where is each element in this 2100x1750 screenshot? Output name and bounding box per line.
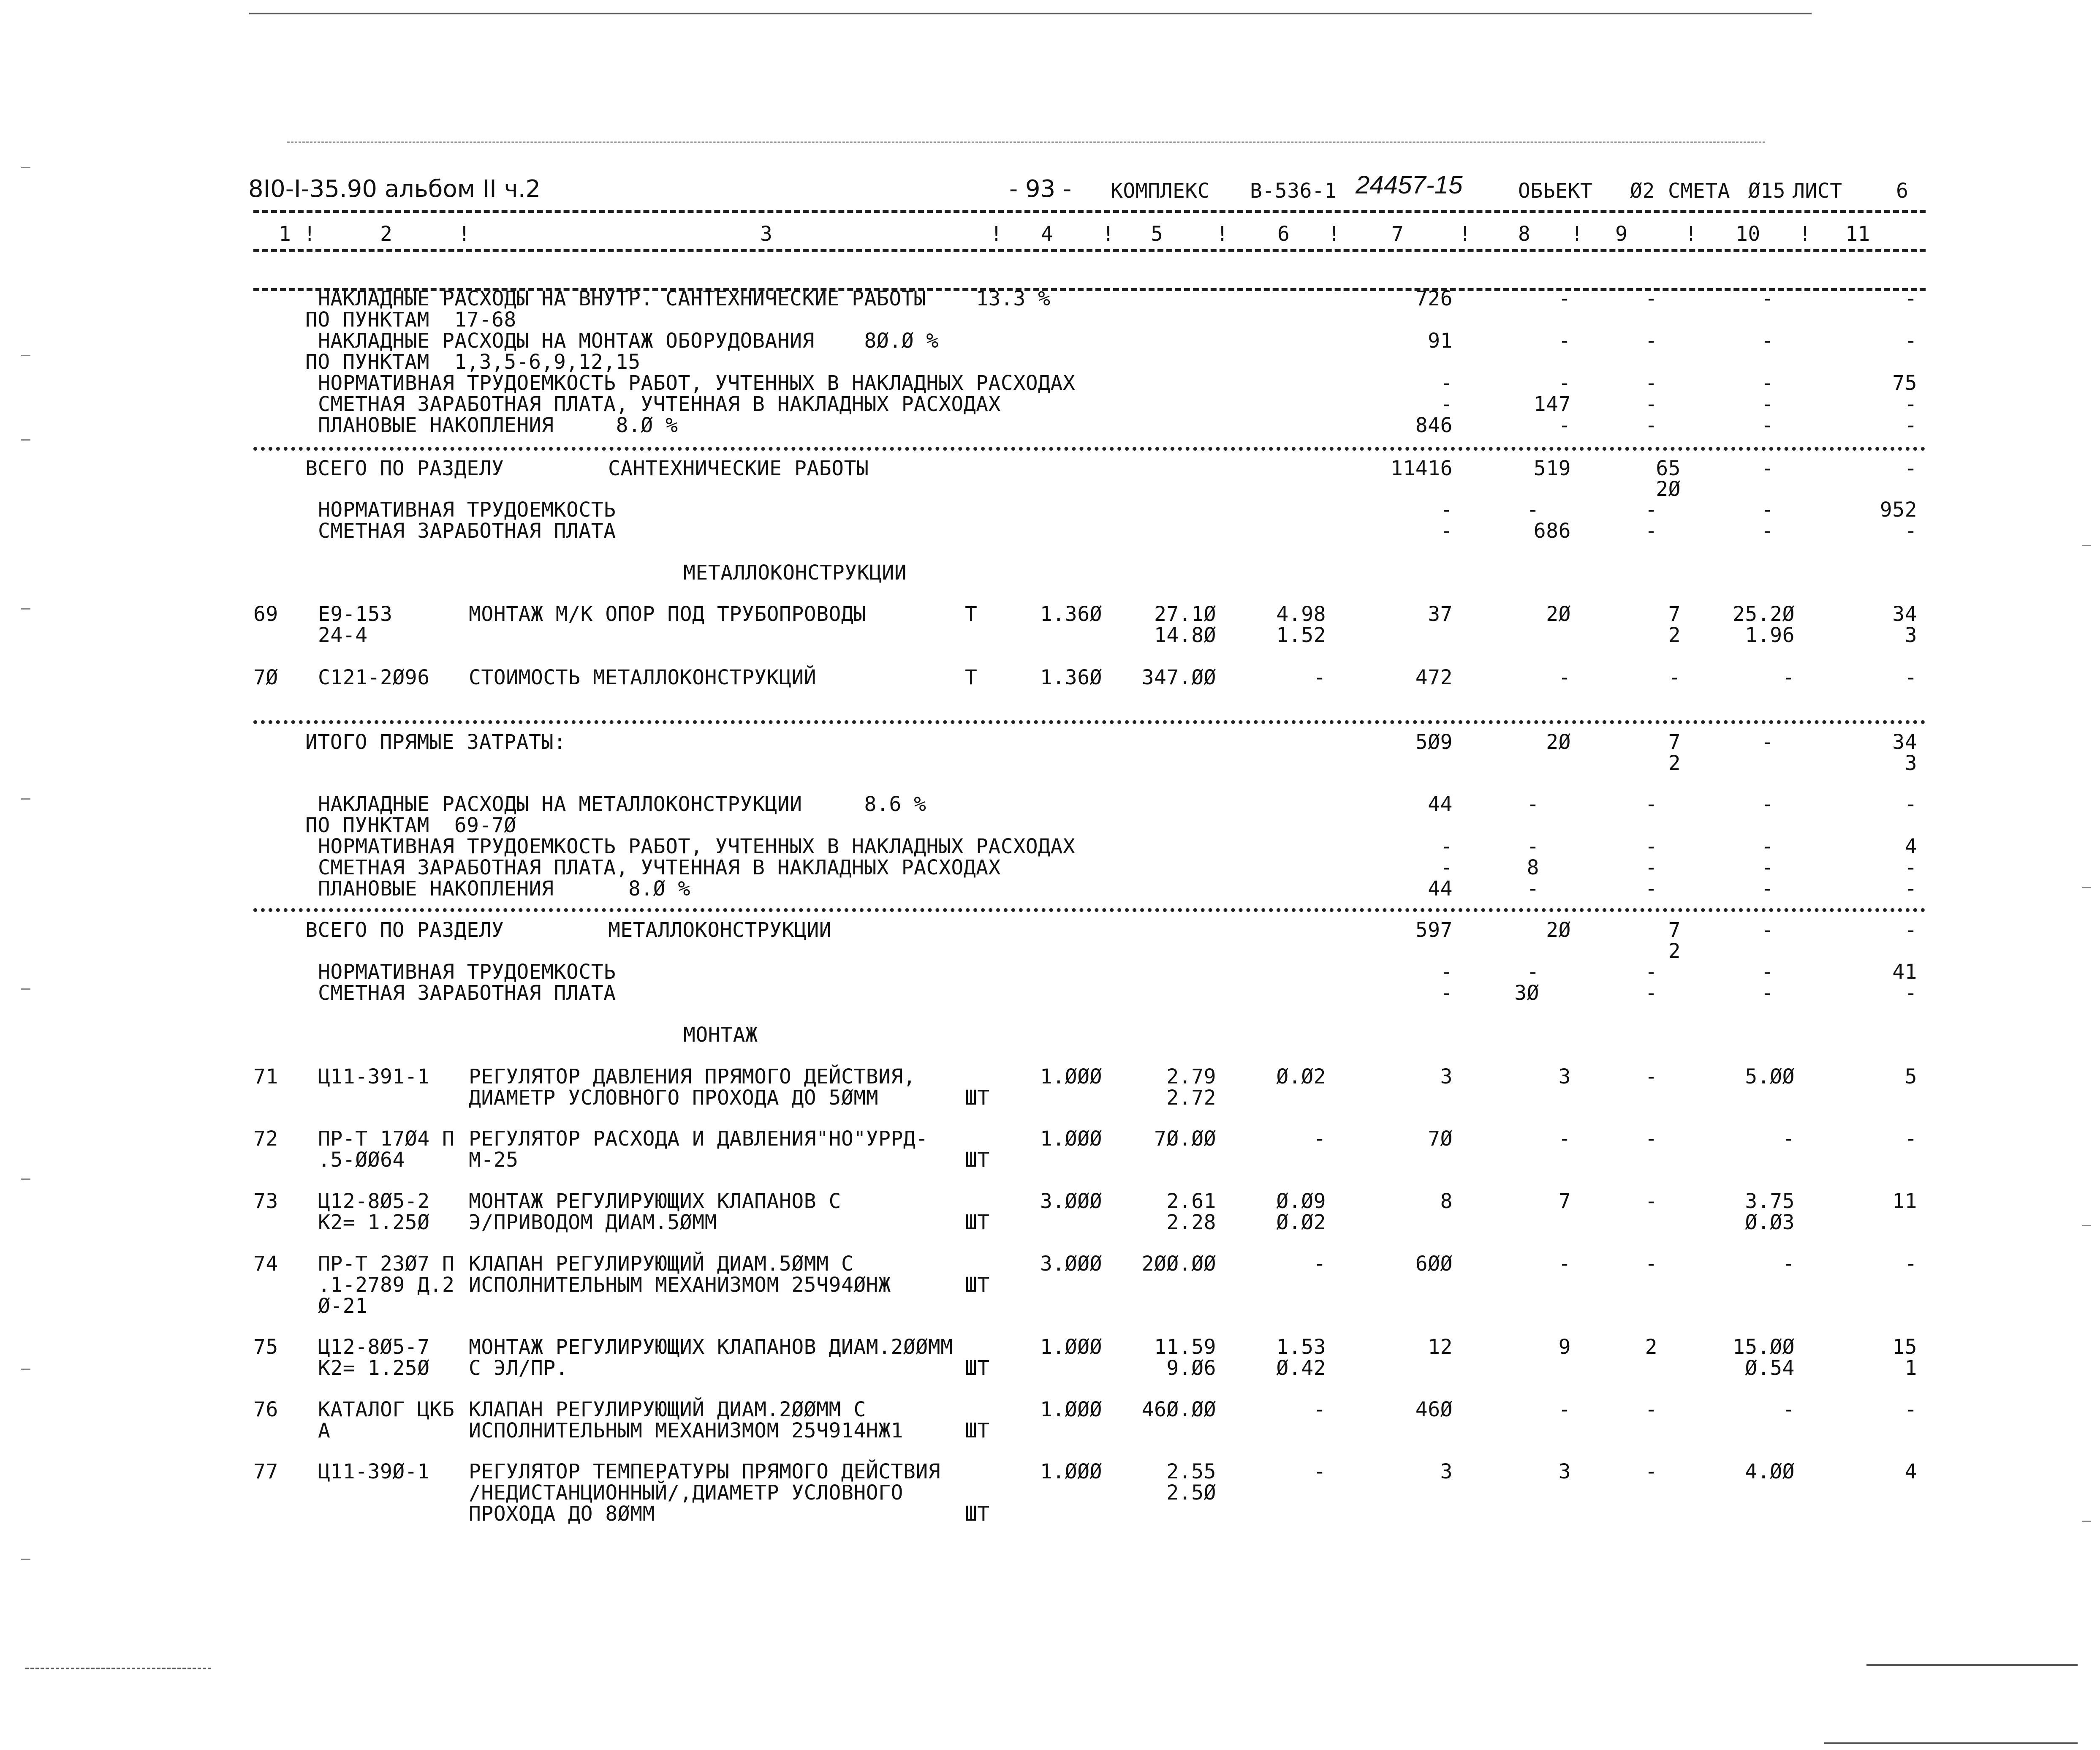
item-machine: - xyxy=(1313,1127,1326,1151)
margin-tick xyxy=(2082,1225,2091,1226)
overhead-line-c7: 726 xyxy=(1415,287,1453,310)
item-description: РЕГУЛЯТОР ДАВЛЕНИЯ ПРЯМОГО ДЕЙСТВИЯ, xyxy=(469,1065,916,1089)
item-description: ДИАМЕТР УСЛОВНОГО ПРОХОДА ДО 5ØММ xyxy=(469,1086,879,1110)
item-description: МОНТАЖ РЕГУЛИРУЮЩИХ КЛАПАНОВ ДИАМ.2ØØММ xyxy=(469,1335,953,1359)
header-rule-top xyxy=(253,210,1926,213)
item-c11: - xyxy=(1904,1398,1917,1421)
item-number: 77 xyxy=(253,1460,278,1483)
section-total-label: ВСЕГО ПО РАЗДЕЛУ xyxy=(305,918,504,942)
item-c11: 15 xyxy=(1892,1335,1917,1359)
dotted-separator xyxy=(253,908,1926,912)
overhead-line-ref: ПО ПУНКТАМ 17-68 xyxy=(305,308,516,332)
col-sep: ! xyxy=(1102,222,1115,246)
col-header-10: 10 xyxy=(1736,222,1760,246)
col-header-7: 7 xyxy=(1391,222,1404,246)
direct-total-c8: 2Ø xyxy=(1546,730,1571,754)
complex-label: КОМПЛЕКС xyxy=(1111,179,1210,203)
item-c10: - xyxy=(1782,1398,1795,1421)
overhead-line-c7: - xyxy=(1440,856,1453,879)
header-rule-bottom xyxy=(253,249,1926,252)
margin-tick xyxy=(21,167,30,168)
margin-tick xyxy=(21,1369,30,1370)
item-price: 2.5Ø xyxy=(1166,1481,1216,1505)
wage-c8: 686 xyxy=(1533,519,1571,543)
item-code: К2= 1.25Ø xyxy=(318,1356,430,1380)
page-number: - 93 - xyxy=(1009,175,1072,203)
item-c9: 7 xyxy=(1668,602,1681,626)
item-c7: 46Ø xyxy=(1415,1398,1453,1421)
item-c11: 5 xyxy=(1904,1065,1917,1089)
norm-c9: - xyxy=(1645,960,1657,984)
item-description: КЛАПАН РЕГУЛИРУЮЩИЙ ДИАМ.5ØММ С xyxy=(469,1252,854,1276)
overhead-line-c9: - xyxy=(1645,287,1657,310)
overhead-line-c7: 846 xyxy=(1415,414,1453,437)
smeta-value: Ø15 xyxy=(1748,179,1786,203)
item-code: Е9-153 xyxy=(318,602,393,626)
item-machine: - xyxy=(1313,1252,1326,1276)
section-total-c10: - xyxy=(1761,918,1774,942)
section-total-c8: 2Ø xyxy=(1546,918,1571,942)
item-number: 7Ø xyxy=(253,666,278,689)
faint-top-rule xyxy=(287,142,1765,143)
overhead-line-c7: - xyxy=(1440,392,1453,416)
overhead-line-c7: 44 xyxy=(1428,792,1453,816)
col-header-1: 1 ! xyxy=(279,222,316,246)
item-description: /НЕДИСТАНЦИОННЫЙ/,ДИАМЕТР УСЛОВНОГО xyxy=(469,1481,903,1505)
overhead-line-text: ПЛАНОВЫЕ НАКОПЛЕНИЯ 8.Ø % xyxy=(318,414,678,437)
wage-c10: - xyxy=(1761,981,1774,1005)
item-number: 71 xyxy=(253,1065,278,1089)
direct-total-c11: 34 xyxy=(1892,730,1917,754)
wage-label: СМЕТНАЯ ЗАРАБОТНАЯ ПЛАТА xyxy=(318,519,616,543)
overhead-line-c7: 91 xyxy=(1428,329,1453,353)
item-quantity: 1.ØØØ xyxy=(1040,1065,1102,1089)
item-c7: 12 xyxy=(1428,1335,1453,1359)
item-description: ИСПОЛНИТЕЛЬНЫМ МЕХАНИЗМОМ 25Ч914НЖ1 xyxy=(469,1419,903,1442)
section-total-c9: 65 xyxy=(1656,457,1681,480)
item-machine: - xyxy=(1313,1460,1326,1483)
item-description: М-25 xyxy=(469,1148,519,1172)
item-c7: 6ØØ xyxy=(1415,1252,1453,1276)
overhead-line-c8: - xyxy=(1558,371,1571,395)
item-description: ПРОХОДА ДО 8ØММ xyxy=(469,1502,655,1526)
section-total-c7: 11416 xyxy=(1391,457,1453,480)
item-quantity: 1.36Ø xyxy=(1040,666,1102,689)
item-description: МОНТАЖ РЕГУЛИРУЮЩИХ КЛАПАНОВ С xyxy=(469,1189,841,1213)
margin-tick xyxy=(21,439,30,441)
item-c9: - xyxy=(1645,1460,1657,1483)
item-unit: Т xyxy=(965,602,978,626)
dotted-separator xyxy=(253,447,1926,451)
norm-c10: - xyxy=(1761,960,1774,984)
item-description: СТОИМОСТЬ МЕТАЛЛОКОНСТРУКЦИЙ xyxy=(469,666,817,689)
overhead-line-c10: - xyxy=(1761,392,1774,416)
sheet-label: ЛИСТ xyxy=(1793,179,1842,203)
overhead-line-ref: ПО ПУНКТАМ 1,3,5-6,9,12,15 xyxy=(305,350,641,374)
wage-label: СМЕТНАЯ ЗАРАБОТНАЯ ПЛАТА xyxy=(318,981,616,1005)
overhead-line-c10: - xyxy=(1761,856,1774,879)
overhead-line-c11: 4 xyxy=(1904,835,1917,858)
item-quantity: 1.ØØØ xyxy=(1040,1460,1102,1483)
item-code: Ц11-391-1 xyxy=(318,1065,430,1089)
section-total-c9b: 2Ø xyxy=(1656,477,1681,501)
overhead-line-text: СМЕТНАЯ ЗАРАБОТНАЯ ПЛАТА, УЧТЕННАЯ В НАКЛАДНЫХ РАСХОДАХ xyxy=(318,392,1001,416)
norm-c7: - xyxy=(1440,960,1453,984)
col-sep: ! xyxy=(1685,222,1698,246)
overhead-line-c7: 44 xyxy=(1428,877,1453,901)
item-quantity: 3.ØØØ xyxy=(1040,1189,1102,1213)
item-price: 2.72 xyxy=(1166,1086,1216,1110)
bottom-left-edge-line xyxy=(25,1668,211,1669)
item-price: 2.79 xyxy=(1166,1065,1216,1089)
item-unit: ШТ xyxy=(965,1086,990,1110)
item-quantity: 1.36Ø xyxy=(1040,602,1102,626)
overhead-line-c11: - xyxy=(1904,392,1917,416)
item-quantity: 1.ØØØ xyxy=(1040,1398,1102,1421)
item-unit: ШТ xyxy=(965,1356,990,1380)
item-quantity: 1.ØØØ xyxy=(1040,1127,1102,1151)
section-total-c11: - xyxy=(1904,457,1917,480)
item-number: 75 xyxy=(253,1335,278,1359)
col-header-11: 11 xyxy=(1845,222,1870,246)
margin-tick xyxy=(2082,1521,2091,1522)
item-c9: 2 xyxy=(1645,1335,1657,1359)
item-price: 2.61 xyxy=(1166,1189,1216,1213)
wage-c7: - xyxy=(1440,981,1453,1005)
item-description: С ЭЛ/ПР. xyxy=(469,1356,568,1380)
item-c10: 5.ØØ xyxy=(1745,1065,1795,1089)
overhead-line-c10: - xyxy=(1761,877,1774,901)
item-c11: 11 xyxy=(1892,1189,1917,1213)
col-header-4: 4 xyxy=(1041,222,1054,246)
overhead-line-c8: 8 xyxy=(1527,856,1539,879)
item-price: 46Ø.ØØ xyxy=(1141,1398,1216,1421)
item-number: 74 xyxy=(253,1252,278,1276)
sheet-value: 6 xyxy=(1896,179,1909,203)
wage-c7: - xyxy=(1440,519,1453,543)
item-c8: - xyxy=(1558,1252,1571,1276)
item-c11: 4 xyxy=(1904,1460,1917,1483)
direct-total-c7: 5Ø9 xyxy=(1415,730,1453,754)
item-c10b: Ø.Ø3 xyxy=(1745,1211,1795,1234)
item-code: А xyxy=(318,1419,331,1442)
overhead-line-text: НОРМАТИВНАЯ ТРУДОЕМКОСТЬ РАБОТ, УЧТЕННЫХ В НАКЛАДНЫХ РАСХОДАХ xyxy=(318,371,1076,395)
item-c8: - xyxy=(1558,1127,1571,1151)
overhead-line-c10: - xyxy=(1761,835,1774,858)
section-total-c11: - xyxy=(1904,918,1917,942)
col-sep: ! xyxy=(458,222,471,246)
section-total-label: ВСЕГО ПО РАЗДЕЛУ xyxy=(305,457,504,480)
direct-total-label: ИТОГО ПРЯМЫЕ ЗАТРАТЫ: xyxy=(305,730,566,754)
item-c9: - xyxy=(1645,1127,1657,1151)
item-c7: 3 xyxy=(1440,1460,1453,1483)
col-sep: ! xyxy=(1328,222,1341,246)
overhead-line-text: НАКЛАДНЫЕ РАСХОДЫ НА ВНУТР. САНТЕХНИЧЕСКИЕ РАБОТЫ 13.3 % xyxy=(318,287,1051,310)
section-total-c9b: 2 xyxy=(1668,939,1681,963)
direct-total-c9: 7 xyxy=(1668,730,1681,754)
item-c11: - xyxy=(1904,666,1917,689)
overhead-line-c8: - xyxy=(1558,329,1571,353)
overhead-line-text: СМЕТНАЯ ЗАРАБОТНАЯ ПЛАТА, УЧТЕННАЯ В НАКЛАДНЫХ РАСХОДАХ xyxy=(318,856,1001,879)
col-sep: ! xyxy=(1571,222,1584,246)
item-c10: - xyxy=(1782,1127,1795,1151)
direct-total-c10: - xyxy=(1761,730,1774,754)
item-code: ПР-Т 23Ø7 П xyxy=(318,1252,455,1276)
wage-c9: - xyxy=(1645,981,1657,1005)
item-machine: Ø.42 xyxy=(1276,1356,1326,1380)
item-price: 9.Ø6 xyxy=(1166,1356,1216,1380)
item-machine: Ø.Ø2 xyxy=(1276,1211,1326,1234)
overhead-line-c9: - xyxy=(1645,414,1657,437)
item-c8: 7 xyxy=(1558,1189,1571,1213)
section-total-c9: 7 xyxy=(1668,918,1681,942)
overhead-line-c10: - xyxy=(1761,371,1774,395)
overhead-line-text: НОРМАТИВНАЯ ТРУДОЕМКОСТЬ РАБОТ, УЧТЕННЫХ В НАКЛАДНЫХ РАСХОДАХ xyxy=(318,835,1076,858)
overhead-line-ref: ПО ПУНКТАМ 69-7Ø xyxy=(305,814,516,837)
col-header-8: 8 xyxy=(1518,222,1531,246)
wage-c10: - xyxy=(1761,519,1774,543)
item-code: С121-2Ø96 xyxy=(318,666,430,689)
norm-c9: - xyxy=(1645,498,1657,522)
item-number: 69 xyxy=(253,602,278,626)
item-c10: 15.ØØ xyxy=(1733,1335,1795,1359)
norm-label: НОРМАТИВНАЯ ТРУДОЕМКОСТЬ xyxy=(318,960,616,984)
margin-tick xyxy=(21,798,30,800)
item-code: Ц11-39Ø-1 xyxy=(318,1460,430,1483)
item-c9: - xyxy=(1645,1065,1657,1089)
margin-tick xyxy=(2082,545,2091,546)
item-c11: - xyxy=(1904,1127,1917,1151)
item-machine: Ø.Ø2 xyxy=(1276,1065,1326,1089)
overhead-line-c11: - xyxy=(1904,414,1917,437)
section-title-metal: МЕТАЛЛОКОНСТРУКЦИИ xyxy=(683,561,907,585)
margin-tick xyxy=(21,1559,30,1560)
bottom-right-edge-line xyxy=(1866,1664,2078,1666)
item-quantity: 1.ØØØ xyxy=(1040,1335,1102,1359)
norm-label: НОРМАТИВНАЯ ТРУДОЕМКОСТЬ xyxy=(318,498,616,522)
item-price: 2ØØ.ØØ xyxy=(1141,1252,1216,1276)
item-machine: Ø.Ø9 xyxy=(1276,1189,1326,1213)
norm-c8: - xyxy=(1527,498,1539,522)
overhead-line-c9: - xyxy=(1645,371,1657,395)
item-number: 76 xyxy=(253,1398,278,1421)
section-total-c8: 519 xyxy=(1533,457,1571,480)
item-c7: 472 xyxy=(1415,666,1453,689)
item-price: 7Ø.ØØ xyxy=(1154,1127,1216,1151)
item-c7: 7Ø xyxy=(1428,1127,1453,1151)
overhead-line-c10: - xyxy=(1761,414,1774,437)
section-total-c10: - xyxy=(1761,457,1774,480)
overhead-line-c10: - xyxy=(1761,287,1774,310)
overhead-line-c9: - xyxy=(1645,329,1657,353)
item-unit: ШТ xyxy=(965,1148,990,1172)
wage-c11: - xyxy=(1904,981,1917,1005)
item-c7: 37 xyxy=(1428,602,1453,626)
overhead-line-c8: - xyxy=(1527,877,1539,901)
margin-tick xyxy=(21,1178,30,1180)
item-c10: 25.2Ø xyxy=(1733,602,1795,626)
wage-c8: 3Ø xyxy=(1514,981,1539,1005)
dotted-separator xyxy=(253,720,1926,724)
item-description: ИСПОЛНИТЕЛЬНЫМ МЕХАНИЗМОМ 25Ч94ØНЖ xyxy=(469,1273,891,1297)
overhead-line-c7: - xyxy=(1440,371,1453,395)
item-c10: 3.75 xyxy=(1745,1189,1795,1213)
overhead-line-text: НАКЛАДНЫЕ РАСХОДЫ НА МОНТАЖ ОБОРУДОВАНИЯ 8Ø.Ø % xyxy=(318,329,939,353)
item-price: 27.1Ø xyxy=(1154,602,1216,626)
item-c8: 9 xyxy=(1558,1335,1571,1359)
item-machine: 4.98 xyxy=(1276,602,1326,626)
object-value: Ø2 xyxy=(1630,179,1655,203)
overhead-line-c9: - xyxy=(1645,856,1657,879)
item-code: К2= 1.25Ø xyxy=(318,1211,430,1234)
direct-total-c11b: 3 xyxy=(1904,751,1917,775)
col-header-2: 2 xyxy=(380,222,393,246)
complex-value: В-536-1 xyxy=(1250,179,1337,203)
col-header-9: 9 xyxy=(1615,222,1628,246)
overhead-line-c10: - xyxy=(1761,329,1774,353)
item-code: .1-2789 Д.2 xyxy=(318,1273,455,1297)
margin-tick xyxy=(21,355,30,356)
item-code: КАТАЛОГ ЦКБ xyxy=(318,1398,455,1421)
item-c7: 8 xyxy=(1440,1189,1453,1213)
margin-tick xyxy=(21,608,30,610)
item-machine: 1.53 xyxy=(1276,1335,1326,1359)
norm-c10: - xyxy=(1761,498,1774,522)
item-unit: ШТ xyxy=(965,1273,990,1297)
wage-c11: - xyxy=(1904,519,1917,543)
overhead-line-c11: - xyxy=(1904,792,1917,816)
item-machine: - xyxy=(1313,1398,1326,1421)
handwritten-number: 24457-15 xyxy=(1356,171,1463,199)
item-description: Э/ПРИВОДОМ ДИАМ.5ØММ xyxy=(469,1211,717,1234)
col-header-6: 6 xyxy=(1277,222,1290,246)
item-description: РЕГУЛЯТОР РАСХОДА И ДАВЛЕНИЯ"НО"УРРД- xyxy=(469,1127,928,1151)
overhead-line-c9: - xyxy=(1645,792,1657,816)
overhead-line-c8: 147 xyxy=(1533,392,1571,416)
col-header-3: 3 xyxy=(760,222,773,246)
item-machine-wage: 1.52 xyxy=(1276,623,1326,647)
item-c8: 2Ø xyxy=(1546,602,1571,626)
col-sep: ! xyxy=(1459,222,1472,246)
item-price: 2.28 xyxy=(1166,1211,1216,1234)
norm-c7: - xyxy=(1440,498,1453,522)
item-number: 72 xyxy=(253,1127,278,1151)
item-machine: - xyxy=(1313,666,1326,689)
section-title-mount: МОНТАЖ xyxy=(683,1023,758,1047)
item-description: МОНТАЖ М/К ОПОР ПОД ТРУБОПРОВОДЫ xyxy=(469,602,866,626)
item-c8: 3 xyxy=(1558,1460,1571,1483)
overhead-line-c11: - xyxy=(1904,287,1917,310)
item-c11b: 3 xyxy=(1904,623,1917,647)
item-c9b: 2 xyxy=(1668,623,1681,647)
top-edge-line xyxy=(249,13,1812,14)
item-c7: 3 xyxy=(1440,1065,1453,1089)
section-total-name: САНТЕХНИЧЕСКИЕ РАБОТЫ xyxy=(608,457,869,480)
overhead-line-c8: - xyxy=(1558,287,1571,310)
item-c8: - xyxy=(1558,1398,1571,1421)
item-c8: 3 xyxy=(1558,1065,1571,1089)
col-sep: ! xyxy=(1216,222,1229,246)
item-c9: - xyxy=(1645,1252,1657,1276)
item-price: 2.55 xyxy=(1166,1460,1216,1483)
item-c11: 34 xyxy=(1892,602,1917,626)
margin-tick xyxy=(21,988,30,990)
overhead-line-c10: - xyxy=(1761,792,1774,816)
overhead-line-c11: - xyxy=(1904,877,1917,901)
overhead-line-c9: - xyxy=(1645,877,1657,901)
item-c10: - xyxy=(1782,666,1795,689)
overhead-line-c9: - xyxy=(1645,392,1657,416)
item-code-extra: 24-4 xyxy=(318,623,368,647)
item-number: 73 xyxy=(253,1189,278,1213)
overhead-line-text: НАКЛАДНЫЕ РАСХОДЫ НА МЕТАЛЛОКОНСТРУКЦИИ 8.6 % xyxy=(318,792,926,816)
item-c9: - xyxy=(1645,1189,1657,1213)
norm-c11: 952 xyxy=(1880,498,1917,522)
wage-c9: - xyxy=(1645,519,1657,543)
item-price: 11.59 xyxy=(1154,1335,1216,1359)
overhead-line-c11: 75 xyxy=(1892,371,1917,395)
item-c9: - xyxy=(1645,1398,1657,1421)
overhead-line-text: ПЛАНОВЫЕ НАКОПЛЕНИЯ 8.Ø % xyxy=(318,877,690,901)
item-code: .5-ØØ64 xyxy=(318,1148,405,1172)
norm-c8: - xyxy=(1527,960,1539,984)
overhead-line-c11: - xyxy=(1904,329,1917,353)
item-c10b: 1.96 xyxy=(1745,623,1795,647)
item-description: КЛАПАН РЕГУЛИРУЮЩИЙ ДИАМ.2ØØММ С xyxy=(469,1398,866,1421)
item-c10b: Ø.54 xyxy=(1745,1356,1795,1380)
bottom-right-edge-line-2 xyxy=(1824,1742,2078,1744)
item-c10: - xyxy=(1782,1252,1795,1276)
item-description: РЕГУЛЯТОР ТЕМПЕРАТУРЫ ПРЯМОГО ДЕЙСТВИЯ xyxy=(469,1460,941,1483)
album-label: 8I0-I-35.90 альбом II ч.2 xyxy=(248,175,541,203)
item-c11: - xyxy=(1904,1252,1917,1276)
item-c10: 4.ØØ xyxy=(1745,1460,1795,1483)
direct-total-c9b: 2 xyxy=(1668,751,1681,775)
item-unit: ШТ xyxy=(965,1419,990,1442)
item-code: Ц12-8Ø5-2 xyxy=(318,1189,430,1213)
smeta-label: СМЕТА xyxy=(1668,179,1730,203)
col-sep: ! xyxy=(1799,222,1812,246)
overhead-line-c8: - xyxy=(1527,792,1539,816)
item-unit: ШТ xyxy=(965,1211,990,1234)
item-unit: Т xyxy=(965,666,978,689)
item-c9: - xyxy=(1668,666,1681,689)
item-code: Ц12-8Ø5-7 xyxy=(318,1335,430,1359)
section-total-name: МЕТАЛЛОКОНСТРУКЦИИ xyxy=(608,918,832,942)
item-price: 347.ØØ xyxy=(1141,666,1216,689)
object-label: ОБЬЕКТ xyxy=(1518,179,1593,203)
item-price-wage: 14.8Ø xyxy=(1154,623,1216,647)
norm-c11: 41 xyxy=(1892,960,1917,984)
overhead-line-c8: - xyxy=(1558,414,1571,437)
overhead-line-c8: - xyxy=(1527,835,1539,858)
overhead-line-c9: - xyxy=(1645,835,1657,858)
item-code: Ø-21 xyxy=(318,1294,368,1318)
item-unit: ШТ xyxy=(965,1502,990,1526)
item-c8: - xyxy=(1558,666,1571,689)
overhead-line-c7: - xyxy=(1440,835,1453,858)
item-c11b: 1 xyxy=(1904,1356,1917,1380)
item-code: ПР-Т 17Ø4 П xyxy=(318,1127,455,1151)
overhead-line-c11: - xyxy=(1904,856,1917,879)
col-header-5: 5 xyxy=(1151,222,1163,246)
col-sep: ! xyxy=(990,222,1003,246)
section-total-c7: 597 xyxy=(1415,918,1453,942)
margin-tick xyxy=(2082,887,2091,888)
item-quantity: 3.ØØØ xyxy=(1040,1252,1102,1276)
